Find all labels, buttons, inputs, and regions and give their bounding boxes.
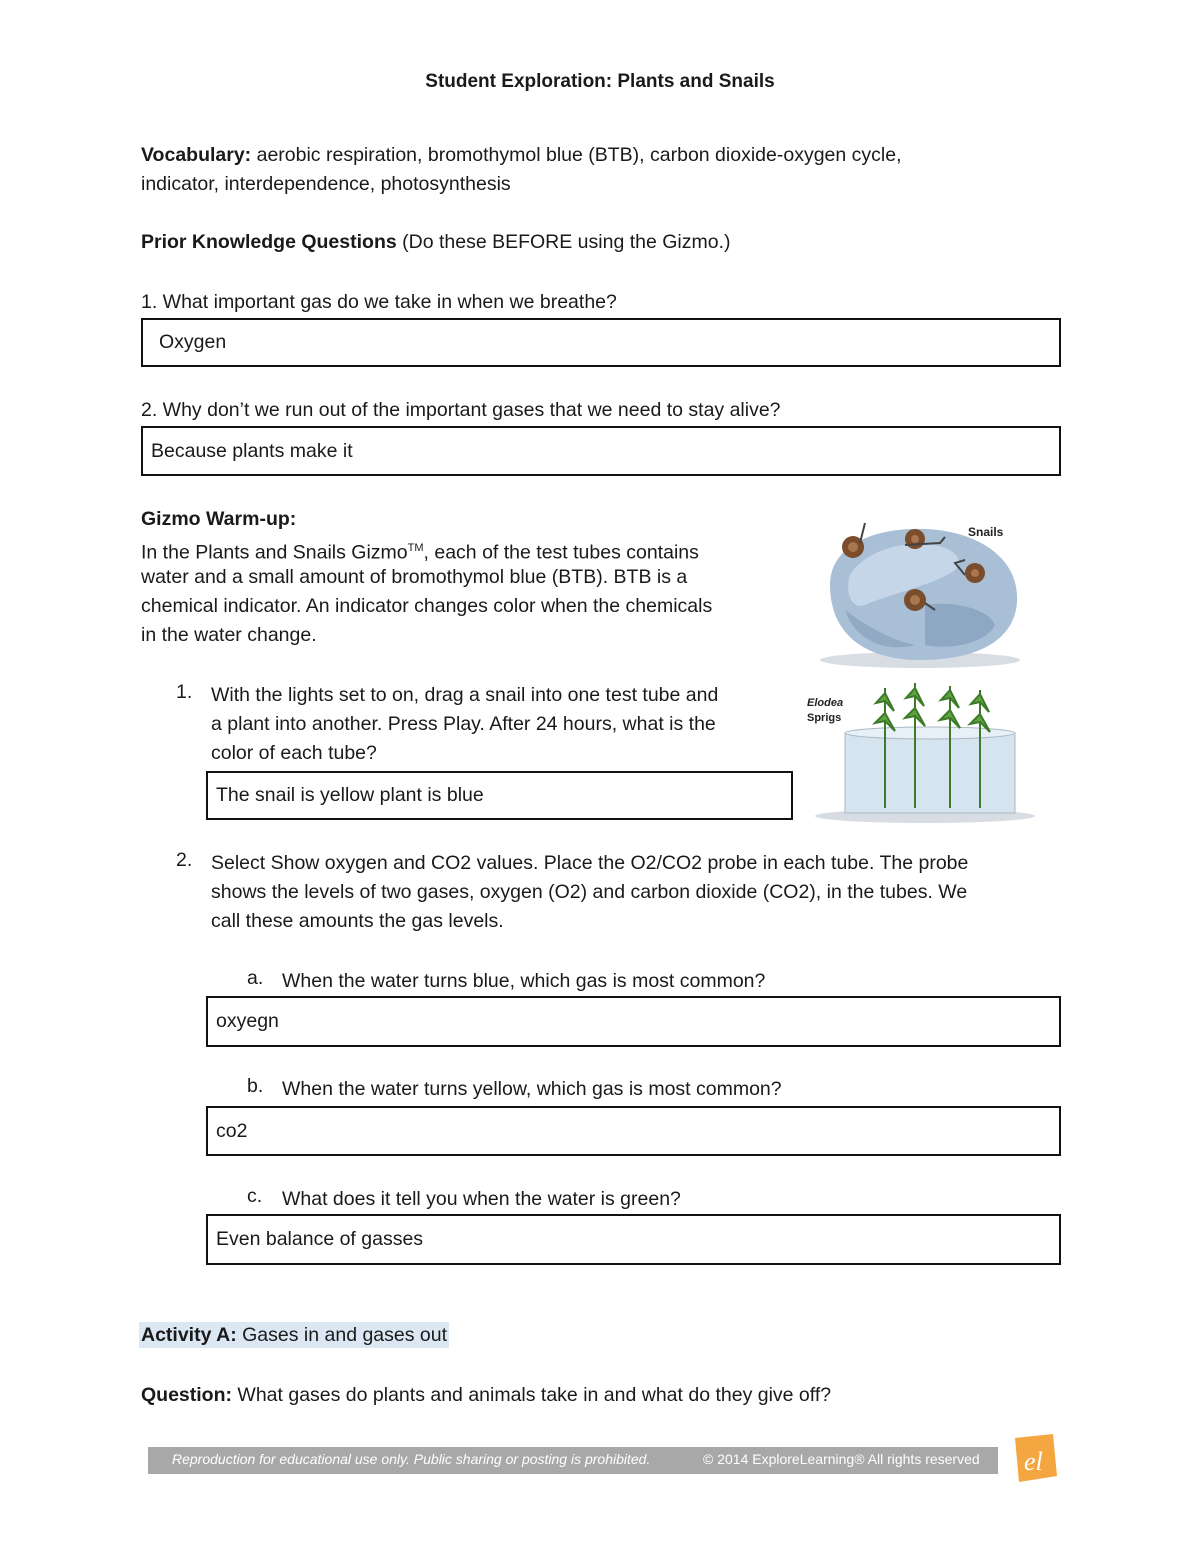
- q2b-text: When the water turns yellow, which gas is most common?: [282, 1078, 782, 1100]
- prior-q1: 1. What important gas do we take in when we breathe?: [141, 291, 617, 313]
- warmup-q1-line3: color of each tube?: [211, 742, 377, 764]
- warmup-q2-number: 2.: [176, 849, 193, 871]
- activity-text: Gases in and gases out: [236, 1324, 448, 1346]
- warmup-q1-line2: a plant into another. Press Play. After 24 hours, what is the: [211, 713, 716, 735]
- warmup-q1-line1: With the lights set to on, drag a snail into one test tube and: [211, 684, 719, 706]
- warmup-line1: In the Plants and Snails Gizmo™, each of the test tubes contains: [141, 541, 699, 564]
- warmup-q2-line2: shows the levels of two gases, oxygen (O2) and carbon dioxide (CO2), in the tubes. We: [211, 881, 968, 903]
- activity-label: Activity A:: [141, 1324, 237, 1346]
- prior-note: (Do these BEFORE using the Gizmo.): [396, 231, 731, 253]
- footer-copyright: © 2014 ExploreLearning® All rights reserved: [703, 1451, 980, 1467]
- elodea-label-2: Sprigs: [807, 712, 842, 724]
- warmup-line4: in the water change.: [141, 624, 317, 646]
- snails-image: [805, 515, 1050, 670]
- prior-label: Prior Knowledge Questions: [141, 231, 397, 253]
- q2c-letter: c.: [247, 1185, 263, 1207]
- explorelearning-logo: [1005, 1432, 1060, 1484]
- logo-text: el: [1024, 1447, 1043, 1476]
- q2b-letter: b.: [247, 1075, 264, 1097]
- footer-bar: [148, 1447, 998, 1474]
- trademark: TM: [407, 542, 424, 554]
- answer-box-prior-1[interactable]: Oxygen: [141, 318, 1061, 367]
- q2a-letter: a.: [247, 967, 264, 989]
- answer-box-2a[interactable]: oxyegn: [206, 996, 1061, 1047]
- activity-heading: [139, 1321, 449, 1350]
- warmup-line2: water and a small amount of bromothymol blue (BTB). BTB is a: [141, 566, 688, 588]
- vocabulary-line1: [141, 141, 902, 170]
- elodea-image: [805, 678, 1050, 826]
- answer-box-2c[interactable]: Even balance of gasses: [206, 1214, 1061, 1265]
- vocabulary-text: aerobic respiration, bromothymol blue (BTB), carbon dioxide-oxygen cycle,: [251, 144, 902, 166]
- prior-q2: 2. Why don’t we run out of the important gases that we need to stay alive?: [141, 399, 781, 421]
- warmup-q2-line1: Select Show oxygen and CO2 values. Place the O2/CO2 probe in each tube. The probe: [211, 852, 969, 874]
- vocabulary-label: Vocabulary:: [141, 144, 252, 166]
- warmup-heading: Gizmo Warm-up:: [141, 508, 297, 530]
- snails-label: Snails: [968, 525, 1004, 539]
- question-line: [141, 1381, 831, 1410]
- page-title: Student Exploration: Plants and Snails: [425, 71, 775, 92]
- warmup-line3: chemical indicator. An indicator changes color when the chemicals: [141, 595, 713, 617]
- warmup-q1-number: 1.: [176, 681, 193, 703]
- answer-box-2b[interactable]: co2: [206, 1106, 1061, 1156]
- warmup-q2-line3: call these amounts the gas levels.: [211, 910, 504, 932]
- prior-heading: [141, 228, 731, 257]
- elodea-label-1: Elodea: [807, 697, 844, 709]
- q2c-text: What does it tell you when the water is green?: [282, 1188, 681, 1210]
- answer-box-prior-2[interactable]: Because plants make it: [141, 426, 1061, 476]
- footer-disclaimer: Reproduction for educational use only. Public sharing or posting is prohibited.: [172, 1451, 651, 1467]
- vocabulary-line2: indicator, interdependence, photosynthesis: [141, 173, 511, 195]
- q2a-text: When the water turns blue, which gas is most common?: [282, 970, 766, 992]
- answer-box-warmup-1[interactable]: The snail is yellow plant is blue: [206, 771, 793, 820]
- question-text: What gases do plants and animals take in and what do they give off?: [232, 1384, 832, 1406]
- question-label: Question:: [141, 1384, 232, 1406]
